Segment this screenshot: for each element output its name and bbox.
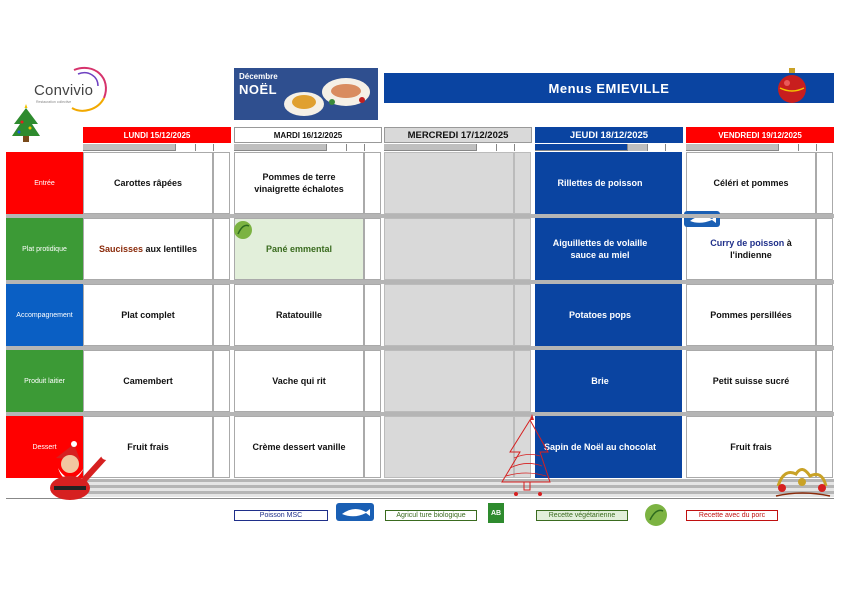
menu-cell: Aiguillettes de volaille sauce au miel — [535, 218, 665, 280]
dish-rest: à l'indienne — [730, 237, 792, 260]
cell-side — [665, 350, 682, 412]
row-label-dessert: Dessert — [6, 416, 83, 478]
cell-side — [364, 152, 381, 214]
festive-plates-icon — [276, 72, 376, 120]
msc-label-icon — [336, 503, 374, 521]
pork-item: Saucisses — [98, 243, 143, 254]
cell-side — [816, 152, 833, 214]
legend-bio: Agricul ture biologique — [385, 510, 477, 521]
cell-side — [213, 218, 230, 280]
day-header-wednesday: MERCREDI 17/12/2025 — [384, 127, 532, 143]
menu-cell: Pommes persillées — [686, 284, 816, 346]
santa-claus-icon — [44, 440, 122, 500]
cell-side — [816, 350, 833, 412]
cell-side — [213, 416, 230, 478]
row-separator — [6, 280, 834, 284]
menu-cell: Ratatouille — [234, 284, 364, 346]
vegetarian-label-icon — [644, 503, 668, 527]
ab-organic-icon: AB — [488, 503, 504, 523]
row-label-accompagnement: Accompagnement — [6, 284, 83, 346]
subbar-monday — [83, 144, 231, 151]
menu-cell: Brie — [535, 350, 665, 412]
page-title: Menus EMIEVILLE — [384, 73, 834, 103]
day-header-monday: LUNDI 15/12/2025 — [83, 127, 231, 143]
logo-tagline: Restauration collective — [36, 100, 72, 104]
menu-cell: Petit suisse sucré — [686, 350, 816, 412]
legend-pork: Recette avec du porc — [686, 510, 778, 521]
banner-line1: Décembre — [239, 72, 278, 81]
msc-fish-item: Curry de poisson — [710, 237, 785, 248]
cell-side — [213, 284, 230, 346]
christmas-tree-icon — [10, 104, 42, 148]
cell-side — [213, 350, 230, 412]
row-label-plat: Plat protidique — [6, 218, 83, 280]
legend-vegetarian: Recette végétarienne — [536, 510, 628, 521]
cell-side — [514, 218, 531, 280]
day-header-tuesday: MARDI 16/12/2025 — [234, 127, 382, 143]
row-separator — [6, 346, 834, 350]
subbar-friday — [686, 144, 834, 151]
cell-side — [665, 416, 682, 478]
row-separator — [6, 214, 834, 218]
menu-cell: Céléri et pommes — [686, 152, 816, 214]
menu-cell — [686, 218, 816, 280]
christmas-ornament-icon — [776, 68, 808, 106]
cell-side — [364, 416, 381, 478]
legend-msc: Poisson MSC — [234, 510, 328, 521]
menu-cell: Plat complet — [83, 284, 213, 346]
banner-line2: NOËL — [239, 82, 278, 97]
bottom-line — [6, 498, 834, 499]
menu-cell — [384, 416, 514, 478]
christmas-tree-sketch-icon — [496, 412, 556, 498]
row-separator — [6, 412, 834, 416]
row-label-entree: Entrée — [6, 152, 83, 214]
logo-name: Convivio — [34, 82, 94, 99]
subbar-wednesday — [384, 144, 532, 151]
cell-side — [364, 350, 381, 412]
menu-cell: Crème dessert vanille — [234, 416, 364, 478]
cell-side — [364, 284, 381, 346]
day-header-friday: VENDREDI 19/12/2025 — [686, 127, 834, 143]
menu-cell: Camembert — [83, 350, 213, 412]
cell-side — [364, 218, 381, 280]
cell-side — [665, 218, 682, 280]
menu-cell: Potatoes pops — [535, 284, 665, 346]
bottom-bars — [83, 479, 834, 497]
cell-side — [514, 350, 531, 412]
row-label-laitier: Produit laitier — [6, 350, 83, 412]
menu-cell-vegetarian: Pané emmental — [234, 218, 364, 280]
cell-side — [514, 284, 531, 346]
convivio-logo — [30, 64, 110, 116]
menu-cell: Pommes de terre vinaigrette échalotes — [234, 152, 364, 214]
cell-side — [665, 284, 682, 346]
menu-cell — [384, 152, 514, 214]
cell-side — [213, 152, 230, 214]
dish-rest: aux lentilles — [143, 243, 198, 254]
cell-side — [816, 218, 833, 280]
cell-side — [514, 152, 531, 214]
menu-cell — [83, 218, 213, 280]
menu-cell — [384, 284, 514, 346]
cell-side — [665, 152, 682, 214]
noel-banner — [234, 68, 378, 120]
menu-cell: Carottes râpées — [83, 152, 213, 214]
joyeux-noel-decoration-icon — [772, 464, 834, 500]
menu-cell: Rillettes de poisson — [535, 152, 665, 214]
menu-cell — [384, 350, 514, 412]
day-header-thursday: JEUDI 18/12/2025 — [535, 127, 683, 143]
menu-cell: Sapin de Noël au chocolat — [535, 416, 665, 478]
cell-side — [816, 284, 833, 346]
menu-cell: Fruit frais — [686, 416, 816, 478]
subbar-thursday — [535, 144, 683, 151]
menu-cell — [384, 218, 514, 280]
subbar-tuesday — [234, 144, 382, 151]
menu-cell: Vache qui rit — [234, 350, 364, 412]
vegetarian-leaf-icon — [233, 219, 253, 241]
menu-cell: Fruit frais — [83, 416, 213, 478]
